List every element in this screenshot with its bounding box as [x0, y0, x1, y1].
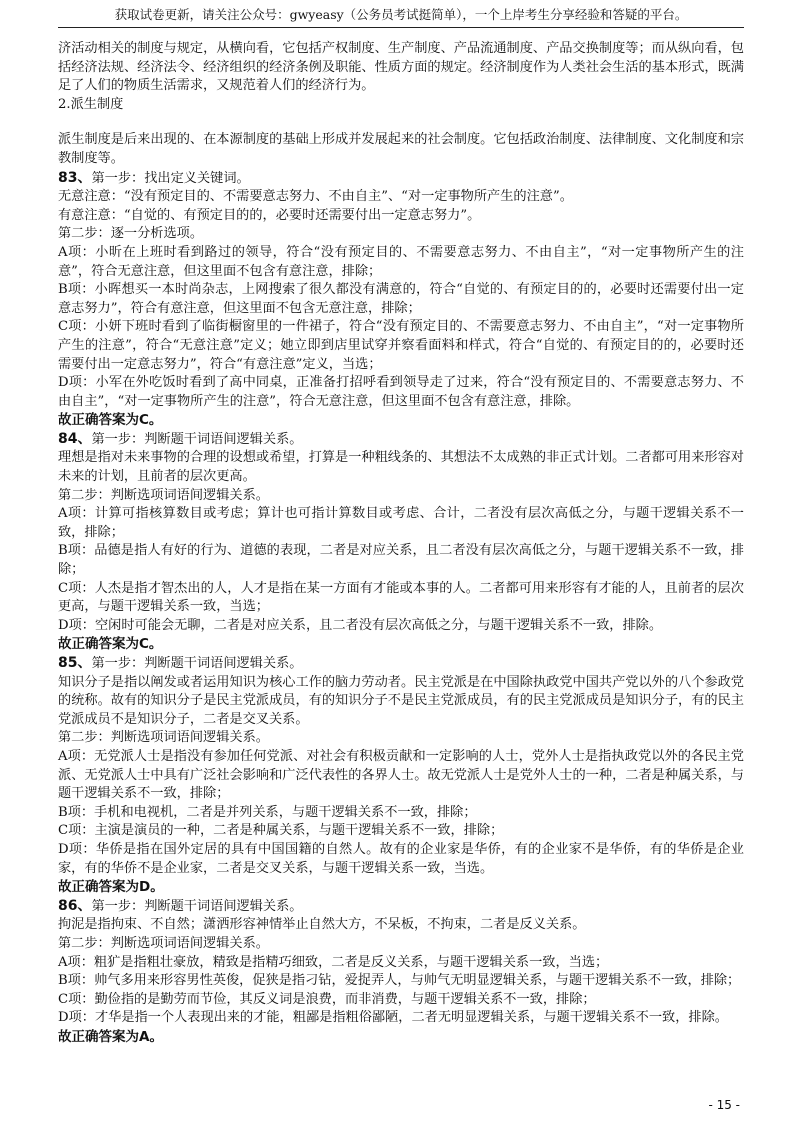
- question-block-84: [58, 430, 744, 654]
- question-step: 第一步：找出定义关键词。: [91, 170, 250, 186]
- question-block-83: [58, 169, 744, 430]
- page-number: - 15 -: [708, 1098, 740, 1112]
- paragraph-gap: [58, 114, 744, 131]
- option-analysis: B项：小晖想买一本时尚杂志，上网搜索了很久都没有满意的，符合“自觉的、有预定目的的，必要时还需要付出一定意志努力”，符合有意注意，但这里面不包含无意注意，排除；: [58, 282, 744, 316]
- question-heading: [58, 430, 744, 450]
- question-step: 第一步：判断题干词语间逻辑关系。: [91, 898, 303, 914]
- question-number: 85、: [58, 655, 92, 671]
- option-analysis: C项：主演是演员的一种，二者是种属关系，与题干逻辑关系不一致，排除；: [58, 823, 504, 839]
- explanation-line: 拘泥是指拘束、不自然；潇洒形容神情举止自然大方，不呆板，不拘束，二者是反义关系。: [58, 917, 586, 933]
- correct-answer: 故正确答案为A。: [58, 1028, 163, 1045]
- explanation-line: 第二步：判断选项词语间逻辑关系。: [58, 730, 269, 746]
- option-analysis: A项：计算可指核算数目或考虑；算计也可指计算数目或考虑、合计，二者没有层次高低之分，与题干逻辑关系不一致，排除；: [58, 506, 744, 540]
- option-analysis: A项：小昕在上班时看到路过的领导，符合“没有预定目的、不需要意志努力、不由自主”，“对一定事物所产生的注意”，符合无意注意，但这里面不包含有意注意，排除；: [58, 244, 744, 279]
- option-analysis: A项：粗犷是指粗壮豪放，精致是指精巧细致，二者是反义关系，与题干逻辑关系一致，当选；: [58, 954, 609, 970]
- question-step: 第一步：判断题干词语间逻辑关系。: [91, 431, 303, 447]
- option-analysis: B项：帅气多用来形容男性英俊，促狭是指刁钻，爱捉弄人，与帅气无明显逻辑关系，与题干逻辑关系不一致，排除；: [58, 973, 741, 989]
- option-analysis: C项：小妍下班时看到了临街橱窗里的一件裙子，符合“没有预定目的、不需要意志努力、不由自主”，“对一定事物所产生的注意”，符合“无意注意”定义；她立即到店里试穿并察看面料和样式，符合“自觉的、有预定目的的，必要时还需要付出一定意志努力”，符合“有意注意”定义，当选；: [58, 319, 744, 372]
- explanation-line: 无意注意：“没有预定目的、不需要意志努力、不由自主”、“对一定事物所产生的注意”。: [58, 189, 573, 205]
- question-heading: [58, 169, 744, 189]
- question-block-85: [58, 654, 744, 897]
- option-analysis: C项：人杰是指才智杰出的人，人才是指在某一方面有才能或本事的人。二者都可用来形容有才能的人，且前者的层次更高，与题干逻辑关系一致，当选；: [58, 580, 744, 615]
- option-analysis: D项：小军在外吃饭时看到了高中同桌，正准备打招呼看到领导走了过来，符合“没有预定目的、不需要意志努力、不由自主”，“对一定事物所产生的注意”，符合无意注意，但这里面不包含有意注意，排除。: [58, 375, 744, 409]
- option-analysis: D项：空闲时可能会无聊，二者是对应关系，且二者没有层次高低之分，与题干逻辑关系不一致，排除。: [58, 617, 663, 633]
- option-analysis: B项：手机和电视机，二者是并列关系，与题干逻辑关系不一致，排除；: [58, 804, 477, 820]
- correct-answer: 故正确答案为C。: [58, 636, 163, 653]
- section-heading: 2.派生制度: [58, 96, 124, 112]
- explanation-line: 第二步：判断选项词语间逻辑关系。: [58, 487, 269, 503]
- question-number: 84、: [58, 430, 92, 447]
- question-heading: [58, 654, 744, 674]
- page-header: [58, 6, 744, 28]
- question-number: 83、: [58, 169, 92, 186]
- document-body: [58, 40, 744, 1046]
- intro-paragraph: 济活动相关的制度与规定，从横向看，它包括产权制度、生产制度、产品流通制度、产品交换制度等；而从纵向看，包括经济法规、经济法令、经济组织的经济条例及职能、性质方面的规定。经济制度作为人类社会生活的基本形式，既满足了人们的物质生活需求，又规范着人们的经济行为。: [58, 41, 744, 94]
- explanation-line: 第二步：逐一分析选项。: [58, 226, 204, 242]
- option-analysis: B项：品德是指人有好的行为、道德的表现，二者是对应关系，且二者没有层次高低之分，与题干逻辑关系不一致，排除；: [58, 543, 744, 578]
- option-analysis: D项：才华是指一个人表现出来的才能，粗鄙是指粗俗鄙陋，二者无明显逻辑关系，与题干逻辑关系不一致，排除。: [58, 1010, 728, 1026]
- correct-answer: 故正确答案为D。: [58, 879, 164, 896]
- question-heading: [58, 897, 744, 917]
- explanation-line: 理想是指对未来事物的合理的设想或希望，打算是一种粗线条的、其想法不太成熟的非正式计划。二者都可用来形容对未来的计划，且前者的层次更高。: [58, 450, 744, 485]
- explanation-line: 知识分子是指以阐发或者运用知识为核心工作的脑力劳动者。民主党派是在中国除执政党中国共产党以外的八个参政党的统称。故有的知识分子是民主党派成员，有的知识分子不是民主党派成员，有的民主党派成员是知识分子，有的民主党派成员不是知识分子，二者是交叉关系。: [58, 674, 744, 727]
- question-block-86: [58, 897, 744, 1047]
- explanation-line: 有意注意：“自觉的、有预定目的的，必要时还需要付出一定意志努力”。: [58, 207, 481, 223]
- intro-paragraph: 派生制度是后来出现的、在本源制度的基础上形成并发展起来的社会制度。它包括政治制度、法律制度、文化制度和宗教制度等。: [58, 132, 744, 166]
- explanation-line: 第二步：判断选项词语间逻辑关系。: [58, 935, 269, 951]
- question-number: 86、: [58, 897, 92, 914]
- correct-answer: 故正确答案为C。: [58, 412, 163, 429]
- header-notice: 获取试卷更新，请关注公众号：gwyeasy（公务员考试挺简单），一个上岸考生分享经验和答疑的平台。: [114, 7, 688, 22]
- option-analysis: C项：勤俭指的是勤劳而节俭，其反义词是浪费，而非消费，与题干逻辑关系不一致，排除；: [58, 991, 596, 1007]
- option-analysis: A项：无党派人士是指没有参加任何党派、对社会有积极贡献和一定影响的人士，党外人士是指执政党以外的各民主党派、无党派人士中具有广泛社会影响和广泛代表性的各界人士。故无党派人士是党外人士的一种，二者是种属关系，与题干逻辑关系不一致，排除；: [58, 748, 744, 802]
- question-step: 第一步：判断题干词语间逻辑关系。: [91, 656, 303, 671]
- option-analysis: D项：华侨是指在国外定居的具有中国国籍的自然人。故有的企业家是华侨，有的企业家不是华侨，有的华侨是企业家，有的华侨不是企业家，二者是交叉关系，与题干逻辑关系一致，当选。: [58, 841, 744, 876]
